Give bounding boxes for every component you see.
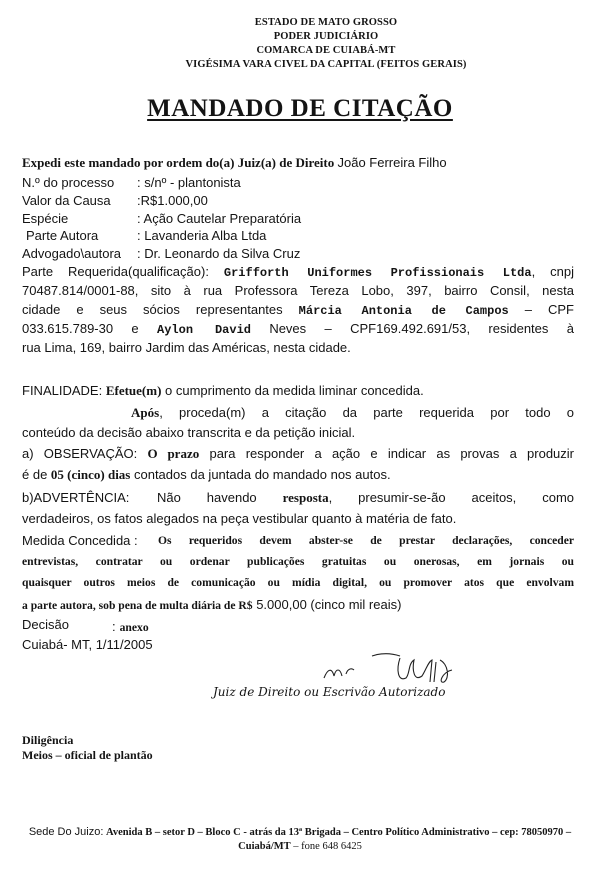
field-kind-value: : Ação Cautelar Preparatória: [137, 211, 302, 226]
after-line-1: Após, proceda(m) a citação da parte requerida por todo o: [131, 405, 574, 420]
header-court: VIGÉSIMA VARA CIVEL DA CAPITAL (FEITOS GERAIS): [185, 59, 467, 70]
defendant-company: Grifforth Uniformes Profissionais Ltda: [223, 266, 532, 280]
field-lawyer-value: : Dr. Leonardo da Silva Cruz: [137, 246, 301, 261]
purpose-line: FINALIDADE: Efetue(m) o cumprimento da medida liminar concedida.: [22, 383, 424, 398]
header-district: COMARCA DE CUIABÁ-MT: [256, 45, 396, 56]
field-process: [22, 175, 114, 190]
field-process-value: : s/nº - plantonista: [137, 175, 241, 190]
field-label: N.º do processo: [22, 175, 115, 190]
observation-line-1: a) OBSERVAÇÃO: O prazo para responder a ação e indicar as provas a produzir: [22, 446, 574, 461]
place-date: Cuiabá- MT, 1/11/2005: [22, 637, 153, 652]
field-label: Parte Autora: [26, 228, 99, 243]
intro-line: [22, 155, 447, 171]
field-plaintiff: [26, 228, 98, 243]
warning-line-2: verdadeiros, os fatos alegados na peça vestibular quanto à matéria de fato.: [22, 511, 457, 526]
partner-1: Márcia Antonia de Campos: [298, 304, 509, 318]
after-line-2: conteúdo da decisão abaixo transcrita e da petição inicial.: [22, 425, 356, 440]
field-label: Espécie: [22, 211, 69, 226]
signature-scribble: [318, 648, 478, 688]
field-lawyer: [22, 246, 121, 261]
diligence-means: Meios – oficial de plantão: [22, 748, 153, 762]
intro-label: Expedi este mandado por ordem do(a) Juiz(a) de Direito: [22, 155, 335, 170]
measure-line-3: quaisquer outros meios de comunicação ou mídia digital, ou promover atos que envolvam: [22, 576, 574, 589]
warning-label: b)ADVERTÊNCIA:: [22, 490, 130, 505]
defendant-line-3: cidade e seus sócios representantes Márcia Antonia de Campos – CPF: [22, 302, 574, 318]
measure-line-1: Os requeridos devem abster-se de prestar declarações, conceder: [158, 534, 574, 547]
field-kind: [22, 211, 68, 226]
document-title: MANDADO DE CITAÇÃO: [147, 95, 453, 122]
header-power: PODER JUDICIÁRIO: [273, 31, 379, 42]
defendant-line-2: 70487.814/0001-88, sito à rua Professora Tereza Lobo, 397, bairro Consil, nesta: [22, 283, 574, 298]
field-value: [22, 193, 111, 208]
warning-line-1: Não havendo resposta, presumir-se-ão aceitos, como: [157, 490, 575, 505]
field-plaintiff-value: : Lavanderia Alba Ltda: [137, 228, 267, 243]
footer-address: Sede Do Juizo: Avenida B – setor D – Bloco C - atrás da 13ª Brigada – Centro Político Administrativo – cep: 78050970 –: [28, 826, 572, 838]
diligence-title: Diligência: [22, 733, 74, 747]
decision-value: : anexo: [112, 619, 149, 634]
measure-line-2: entrevistas, contratar ou ordenar publicações gratuitas ou onerosas, em jornais ou: [22, 555, 574, 568]
defendant-line-4: 033.615.789-30 e Aylon David Neves – CPF169.492.691/53, residentes à: [22, 321, 574, 337]
judge-name: João Ferreira Filho: [337, 155, 447, 170]
field-value-value: :R$1.000,00: [137, 193, 208, 208]
defendant-line-5: rua Lima, 169, bairro Jardim das Américas, nesta cidade.: [22, 340, 351, 355]
signature-caption: Juiz de Direito ou Escrivão Autorizado: [213, 685, 446, 699]
field-label: Valor da Causa: [22, 193, 111, 208]
measure-line-4: a parte autora, sob pena de multa diária de R$ 5.000,00 (cinco mil reais): [22, 597, 402, 612]
header-state: ESTADO DE MATO GROSSO: [254, 17, 398, 28]
observation-line-2: é de 05 (cinco) dias contados da juntada do mandado nos autos.: [22, 467, 391, 482]
partner-2: Aylon David: [157, 323, 251, 337]
measure-label: Medida Concedida :: [22, 533, 138, 548]
purpose-label: FINALIDADE:: [22, 383, 103, 398]
footer-city: Cuiabá/MT – fone 648 6425: [238, 841, 362, 852]
defendant-line-1: Parte Requerida(qualificação): Grifforth Uniformes Profissionais Ltda, cnpj: [22, 264, 574, 280]
field-label: Advogado\autora: [22, 246, 122, 261]
decision-label: Decisão: [22, 617, 69, 632]
observation-label: a) OBSERVAÇÃO:: [22, 446, 138, 461]
